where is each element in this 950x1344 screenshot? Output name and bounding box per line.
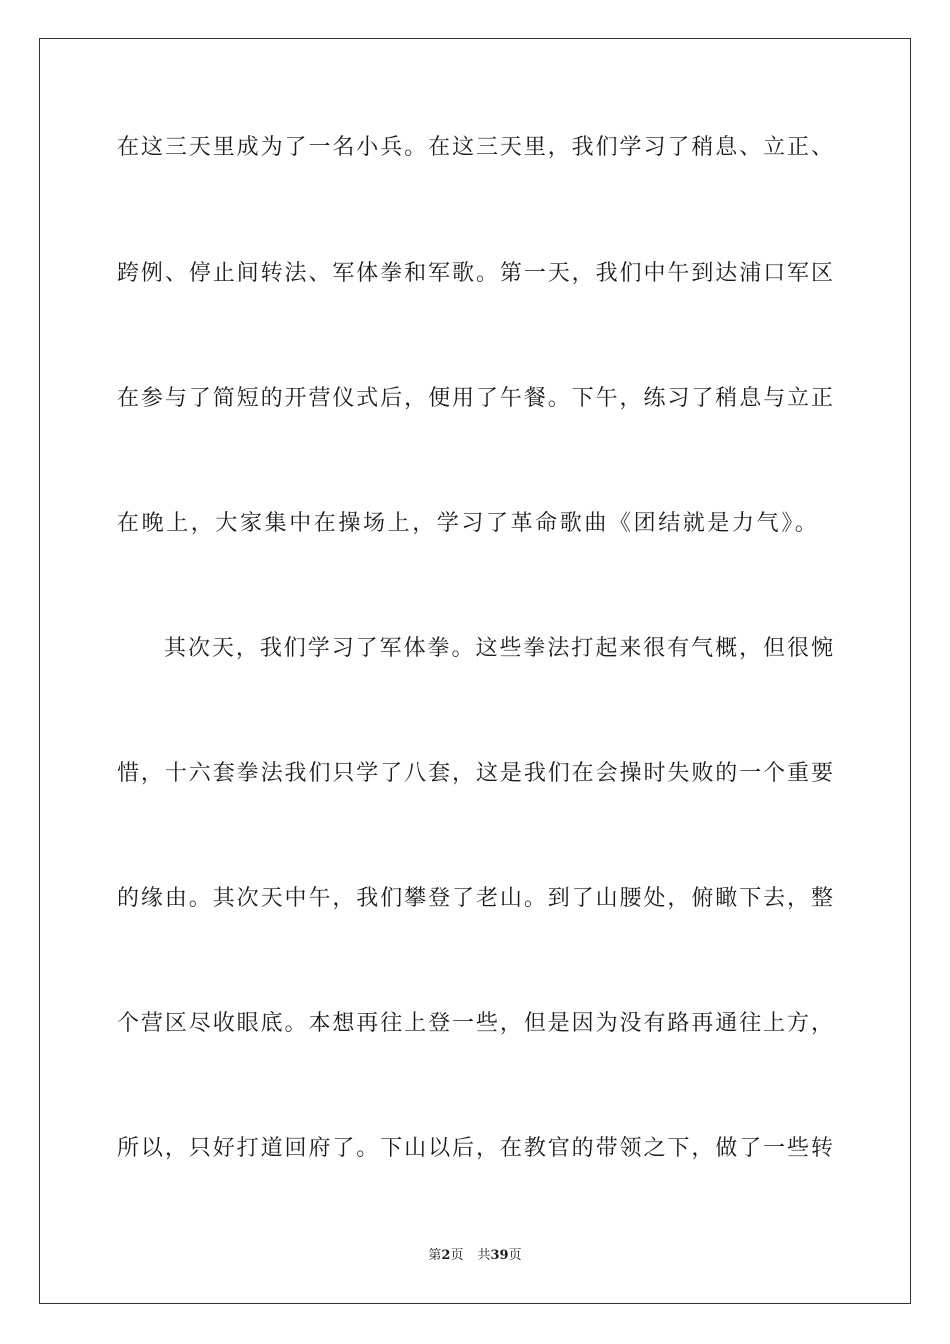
footer-page-prefix: 第	[428, 1248, 442, 1263]
body-text-line-5: 其次天，我们学习了军体拳。这些拳法打起来很有气概，但很惋	[164, 636, 833, 661]
page-border	[39, 38, 911, 1304]
body-text-line-6: 惜，十六套拳法我们只学了八套，这是我们在会操时失败的一个重要	[117, 761, 833, 786]
footer-page-number: 2	[441, 1248, 451, 1263]
body-text-line-7: 的缘由。其次天中午，我们攀登了老山。到了山腰处，俯瞰下去，整	[117, 886, 833, 911]
body-text-line-3: 在参与了简短的开营仪式后，便用了午餐。下午，练习了稍息与立正	[117, 386, 833, 411]
body-text-line-8: 个营区尽收眼底。本想再往上登一些，但是因为没有路再通往上方，	[117, 1011, 833, 1036]
page-footer	[0, 1247, 950, 1265]
body-text-line-4: 在晚上，大家集中在操场上，学习了革命歌曲《团结就是力气》。	[117, 511, 820, 536]
body-text-line-1: 在这三天里成为了一名小兵。在这三天里，我们学习了稍息、立正、	[117, 135, 833, 160]
footer-total-suffix: 页	[508, 1248, 522, 1263]
body-text-line-9: 所以，只好打道回府了。下山以后，在教官的带领之下，做了一些转	[117, 1136, 833, 1161]
body-text-line-2: 跨例、停止间转法、军体拳和军歌。第一天，我们中午到达浦口军区	[117, 261, 833, 286]
footer-page-suffix: 页	[450, 1248, 464, 1263]
footer-total-pages: 39	[490, 1248, 509, 1263]
footer-total-prefix: 共	[477, 1248, 491, 1263]
